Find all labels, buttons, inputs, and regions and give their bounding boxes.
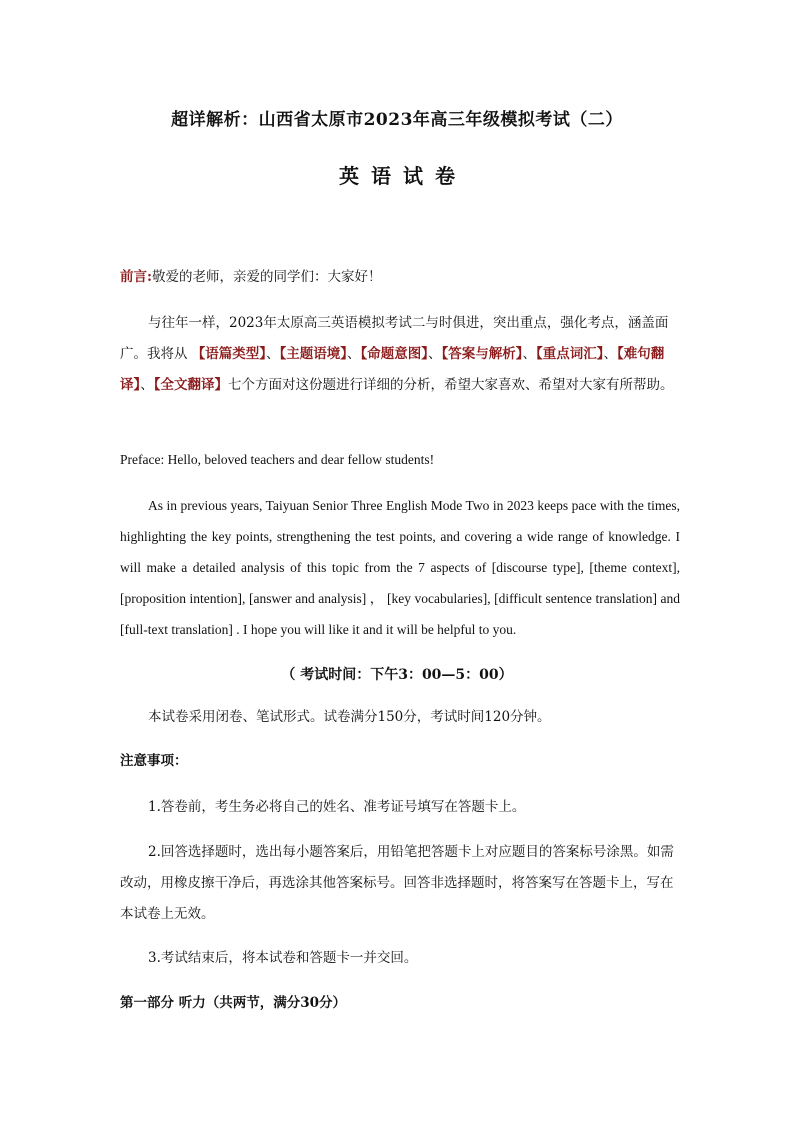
preface-english: Preface: Hello, beloved teachers and dear fellow students! <box>120 452 435 467</box>
exam-time: （ 考试时间：下午3：00—5：00） <box>281 667 513 683</box>
preface-greeting-line <box>120 262 680 293</box>
aspect-answer-analysis: 【答案与解析】 <box>441 346 523 362</box>
intro-paragraph: 与往年一样，2023年太原高三英语模拟考试二与时俱进，突出重点，强化考点，涵盖面广。我将从 【语篇类型】、【主题语境】、【命题意图】、【答案与解析】、【重点词汇】、【难句翻译】、【全文翻译】七个方面对这份题进行详细的分析，希望大家喜欢、希望对大家有所帮助。 <box>120 315 674 393</box>
aspect-key-vocab: 【重点词汇】 <box>536 346 604 362</box>
document-title: 超详解析：山西省太原市2023年高三年级模拟考试（二） <box>171 110 623 130</box>
aspect-full-translation: 【全文翻译】 <box>153 377 228 393</box>
part-one-heading: 第一部分 听力（共两节，满分30分） <box>120 995 346 1011</box>
preface-greeting: 敬爱的老师，亲爱的同学们：大家好！ <box>151 269 382 285</box>
notes-heading: 注意事项： <box>120 753 188 769</box>
note-item-3: 3.考试结束后，将本试卷和答题卡一并交回。 <box>148 950 418 966</box>
exam-format: 本试卷采用闭卷、笔试形式。试卷满分150分，考试时间120分钟。 <box>148 709 551 725</box>
note-item-2: 2.回答选择题时，选出每小题答案后，用铅笔把答题卡上对应题目的答案标号涂黑。如需改动，用橡皮擦干净后，再选涂其他答案标号。回答非选择题时，将答案写在答题卡上，写在本试卷上无效。 <box>120 844 674 922</box>
note-item-1: 1.答卷前，考生务必将自己的姓名、准考证号填写在答题卡上。 <box>148 799 526 815</box>
aspect-discourse-type: 【语篇类型】 <box>191 346 267 362</box>
body-english: As in previous years, Taiyuan Senior Three English Mode Two in 2023 keeps pace with the times, highlighting the key points, strengthening the test points, and covering a wide range of knowledge. I will make a detailed analysis of this topic from the 7 aspects of [discourse type], [theme context], [proposition intention], [answer and analysis] ， [key vocabularies], [difficult sentence translation] and [full-text translation] . I hope you will like it and it will be helpful to you. <box>120 498 680 637</box>
document-subtitle: 英语试卷 <box>339 164 467 188</box>
aspect-difficult-sentence: 【难句翻译】 <box>120 346 665 393</box>
aspect-proposition-intent: 【命题意图】 <box>360 346 429 362</box>
preface-label: 前言: <box>120 269 152 285</box>
aspect-theme-context: 【主题语境】 <box>279 346 348 362</box>
